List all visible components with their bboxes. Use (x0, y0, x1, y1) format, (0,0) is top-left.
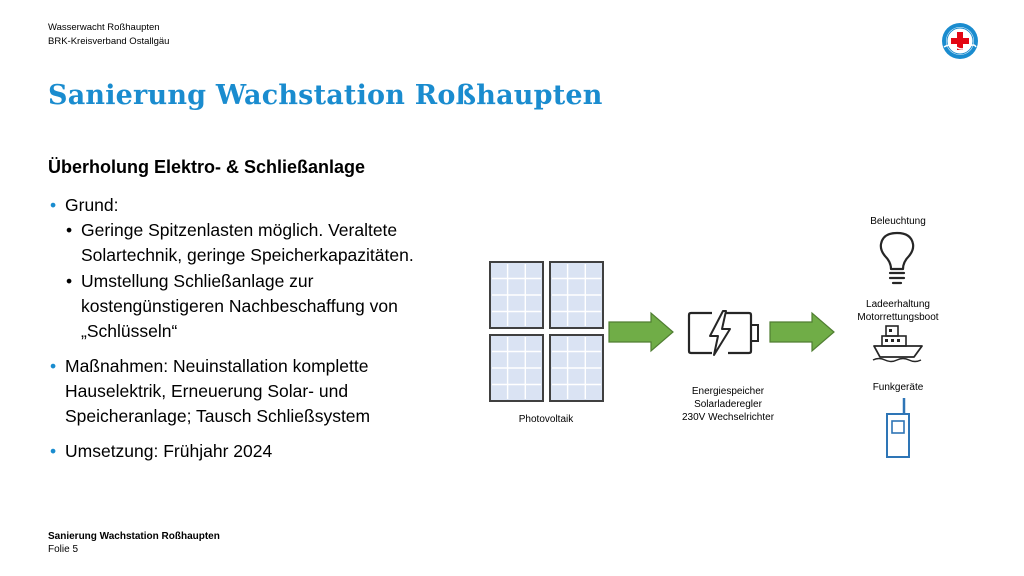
battery-charging-icon (687, 311, 761, 355)
sub-bullet-lock-system: • Umstellung Schließanlage zur kostengünstigeren Nachbeschaffung von „Schlüsseln“ (66, 271, 398, 341)
bullet-dot-icon: • (50, 441, 57, 461)
walkie-talkie-icon (884, 396, 912, 460)
wasserwacht-logo-icon (940, 21, 980, 61)
arrow-right-icon (608, 312, 674, 352)
page-title: Sanierung Wachstation Roßhaupten (48, 80, 603, 111)
bullet-dot-icon: • (66, 220, 73, 240)
arrow-right-icon (769, 312, 835, 352)
bullet-dot-icon: • (50, 356, 57, 376)
bullet-measures: • Maßnahmen: Neuinstallation komplette Hauselektrik, Erneuerung Solar- und Speicheranlage; Tausch Schließsystem (50, 356, 371, 426)
slide-number: Folie 5 (48, 544, 79, 555)
light-bulb-icon (879, 231, 915, 287)
lighting-label: Beleuchtung (870, 216, 926, 227)
sub-bullet-peak-load: • Geringe Spitzenlasten möglich. Veraltete Solartechnik, geringe Speicherkapazitäten. (66, 220, 414, 265)
org-subdivision: BRK-Kreisverband Ostallgäu (48, 36, 170, 47)
bullet-implementation: • Umsetzung: Frühjahr 2024 (65, 439, 272, 464)
boat-icon (872, 322, 924, 362)
org-name: Wasserwacht Roßhaupten (48, 22, 160, 33)
photovoltaic-label: Photovoltaik (518, 414, 574, 425)
bullet-reason: • Grund: (65, 193, 119, 218)
footer-title: Sanierung Wachstation Roßhaupten (48, 531, 220, 542)
boat-label: Ladeerhaltung Motorrettungsboot (857, 299, 939, 323)
bullet-dot-icon: • (66, 271, 73, 291)
radio-label: Funkgeräte (872, 382, 924, 393)
solar-panels-icon (488, 260, 606, 404)
storage-label: Energiespeicher Solarladeregler 230V Wechselrichter (681, 386, 775, 423)
section-subtitle: Überholung Elektro- & Schließanlage (48, 157, 366, 177)
bullet-dot-icon: • (50, 195, 57, 215)
